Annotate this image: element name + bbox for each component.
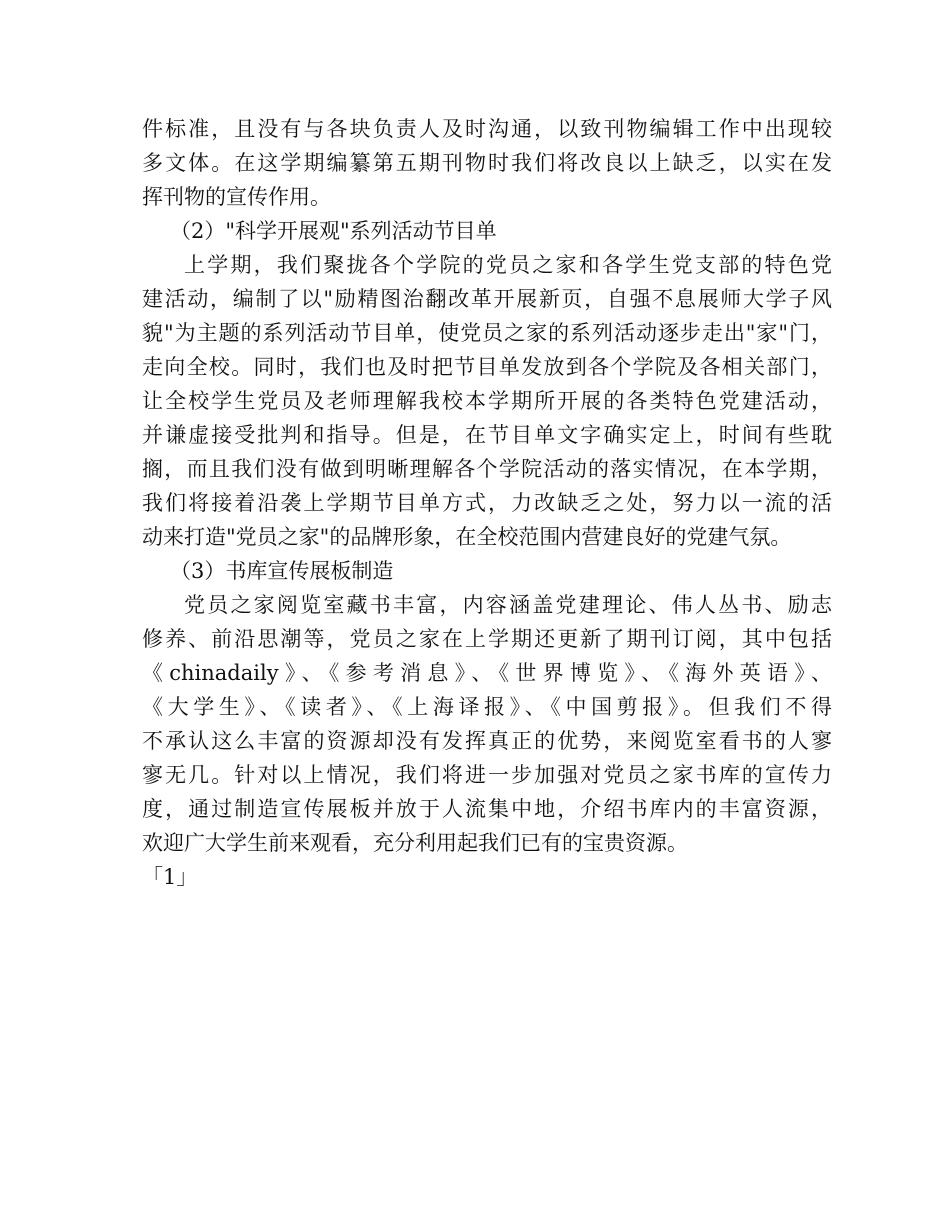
text-line: 欢迎广大学生前来观看，充分利用起我们已有的宝贵资源。	[142, 831, 688, 855]
text-line: 件标准，且没有与各块负责人及时沟通，以致刊物编辑工作中出现较	[142, 117, 832, 141]
text-line: 动来打造"党员之家"的品牌形象，在全校范围内营建良好的党建气氛。	[142, 525, 792, 549]
paragraph-first-line: 上学期，我们聚拢各个学院的党员之家和各学生党支部的特色党	[184, 253, 832, 277]
text-line: 我们将接着沿袭上学期节目单方式，力改缺乏之处，努力以一流的活	[142, 491, 832, 515]
text-line: 并谦虚接受批判和指导。但是，在节目单文字确实定上，时间有些耽	[142, 423, 832, 447]
text-line: 多文体。在这学期编纂第五期刊物时我们将改良以上缺乏，以实在发	[142, 151, 832, 175]
text-line: 走向全校。同时，我们也及时把节目单发放到各个学院及各相关部门，	[142, 355, 832, 379]
text-line: 貌"为主题的系列活动节目单，使党员之家的系列活动逐步走出"家"门，	[142, 321, 832, 345]
text-line: 让全校学生党员及老师理解我校本学期所开展的各类特色党建活动，	[142, 389, 832, 413]
text-line: 寥无几。针对以上情况，我们将进一步加强对党员之家书库的宣传力	[142, 763, 832, 787]
text-line: 建活动，编制了以"励精图治翻改革开展新页，自强不息展师大学子风	[142, 287, 832, 311]
text-line: 不承认这么丰富的资源却没有发挥真正的优势，来阅览室看书的人寥	[142, 729, 832, 753]
text-line: 《大学生》、《读者》、《上海译报》、《中国剪报》。但我们不得	[142, 695, 832, 719]
text-line: 度，通过制造宣传展板并放于人流集中地，介绍书库内的丰富资源，	[142, 797, 832, 821]
section-heading-2: （2）"科学开展观"系列活动节目单	[170, 219, 497, 243]
section-heading-3: （3）书库宣传展板制造	[170, 559, 394, 583]
text-line: 《chinadaily》、《参考消息》、《世界博览》、《海外英语》、	[142, 661, 832, 685]
document-body	[142, 112, 832, 894]
page-marker: 「1」	[142, 865, 198, 889]
text-line: 搁，而且我们没有做到明晰理解各个学院活动的落实情况，在本学期，	[142, 457, 832, 481]
paragraph-first-line: 党员之家阅览室藏书丰富，内容涵盖党建理论、伟人丛书、励志	[184, 593, 832, 617]
text-line: 挥刊物的宣传作用。	[142, 185, 331, 209]
text-line: 修养、前沿思潮等，党员之家在上学期还更新了期刊订阅，其中包括	[142, 627, 832, 651]
